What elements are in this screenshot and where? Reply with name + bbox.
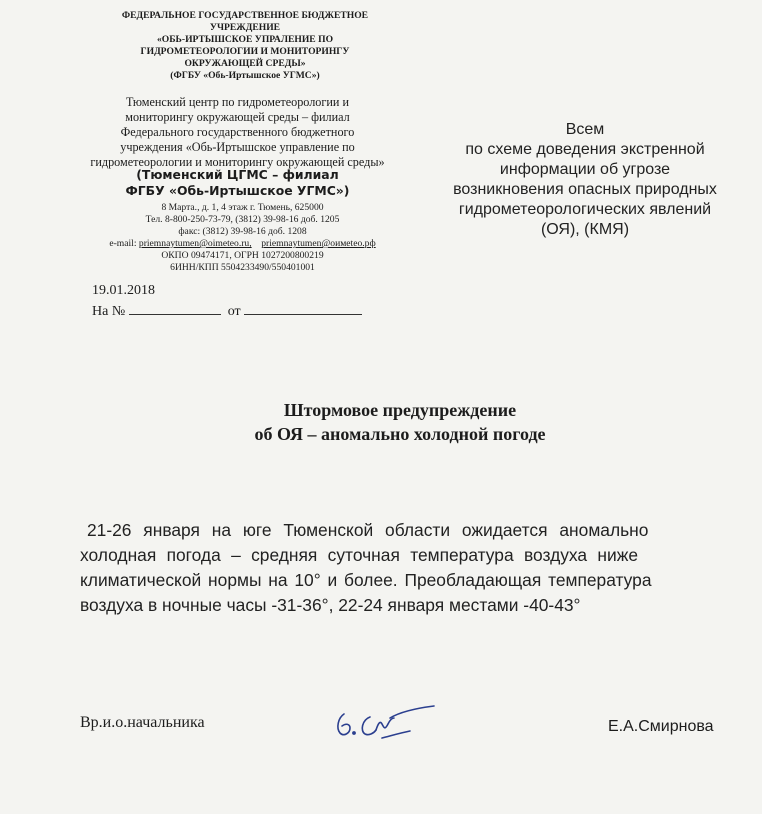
addressee-line: гидрометеорологических явлений bbox=[458, 201, 712, 218]
addressee-line: возникновения опасных природных bbox=[453, 181, 717, 198]
org-line: УЧРЕЖДЕНИЕ bbox=[209, 22, 281, 33]
addressee-line: Всем bbox=[565, 121, 605, 138]
body-line: климатической нормы на 10° и более. Преобладающая температура bbox=[80, 570, 652, 590]
branch-line: Тюменский центр по гидрометеорологии и bbox=[125, 95, 350, 109]
addressee-line: информации об угрозе bbox=[499, 161, 671, 178]
document-date: 19.01.2018 bbox=[92, 283, 155, 298]
org-line: «ОБЬ-ИРТЫШСКОЕ УПРАЛЕНИЕ ПО bbox=[156, 34, 334, 45]
branch-line: учреждения «Обь-Иртышское управление по bbox=[120, 140, 355, 154]
email-link-1[interactable]: priemnaytumen@oimeteo.ru, bbox=[138, 238, 252, 249]
fax-text: факс: (3812) 39-98-16 доб. 1208 bbox=[178, 226, 307, 237]
org-line: ФЕДЕРАЛЬНОЕ ГОСУДАРСТВЕННОЕ БЮДЖЕТНОЕ bbox=[121, 10, 369, 21]
branch-line: Федерального государственного бюджетного bbox=[120, 125, 355, 139]
inn-text: 6ИНН/КПП 5504233490/550401001 bbox=[170, 262, 315, 273]
branch-bold-line: ФГБУ «Обь-Иртышское УГМС») bbox=[125, 183, 350, 198]
branch-line: гидрометеорологии и мониторингу окружающей среды» bbox=[90, 155, 385, 169]
document-title bbox=[120, 398, 680, 446]
addressee-line: по схеме доведения экстренной bbox=[465, 141, 705, 158]
addressee-block bbox=[420, 120, 750, 240]
organization-header bbox=[80, 10, 410, 82]
warning-body bbox=[80, 518, 750, 618]
branch-line: мониторингу окружающей среды – филиал bbox=[125, 110, 350, 124]
org-line: ОКРУЖАЮЩЕЙ СРЕДЫ» bbox=[184, 58, 306, 69]
address-text: 8 Марта., д. 1, 4 этаж г. Тюмень, 625000 bbox=[161, 202, 324, 213]
branch-description bbox=[60, 95, 415, 170]
body-line: холодная погода – средняя суточная температура воздуха ниже bbox=[80, 545, 639, 565]
okpo-text: ОКПО 09474171, ОГРН 1027200800219 bbox=[161, 250, 324, 261]
signatory-role: Вр.и.о.начальника bbox=[80, 714, 205, 731]
signatory-name: Е.А.Смирнова bbox=[608, 718, 714, 735]
reference-line bbox=[92, 301, 362, 320]
org-line: ГИДРОМЕТЕОРОЛОГИИ И МОНИТОРИНГУ bbox=[140, 46, 350, 57]
reference-number-label: На № bbox=[92, 304, 126, 319]
title-line: Штормовое предупреждение bbox=[283, 400, 517, 420]
email-label: e-mail: bbox=[109, 238, 137, 249]
body-line: 21-26 января на юге Тюменской области ожидается аномально bbox=[87, 520, 649, 540]
body-line: воздуха в ночные часы -31-36°, 22-24 января местами -40-43° bbox=[80, 595, 581, 615]
email-row bbox=[70, 238, 415, 250]
reference-number-blank bbox=[129, 301, 221, 315]
reference-date-blank bbox=[244, 301, 362, 315]
branch-bold-line: (Тюменский ЦГМС – филиал bbox=[136, 167, 339, 182]
handwritten-signature bbox=[330, 700, 440, 748]
phone-text: Тел. 8-800-250-73-79, (3812) 39-98-16 доб. 1205 bbox=[145, 214, 340, 225]
contact-block bbox=[70, 202, 415, 274]
org-line: (ФГБУ «Обь-Иртышское УГМС») bbox=[170, 70, 320, 81]
reference-from-label: от bbox=[227, 304, 241, 319]
email-link-2[interactable]: priemnaytumen@oимeteo.рф bbox=[261, 238, 376, 249]
branch-short-name bbox=[60, 167, 415, 199]
addressee-line: (ОЯ), (КМЯ) bbox=[540, 221, 630, 238]
title-line: об ОЯ – аномально холодной погоде bbox=[254, 424, 546, 444]
